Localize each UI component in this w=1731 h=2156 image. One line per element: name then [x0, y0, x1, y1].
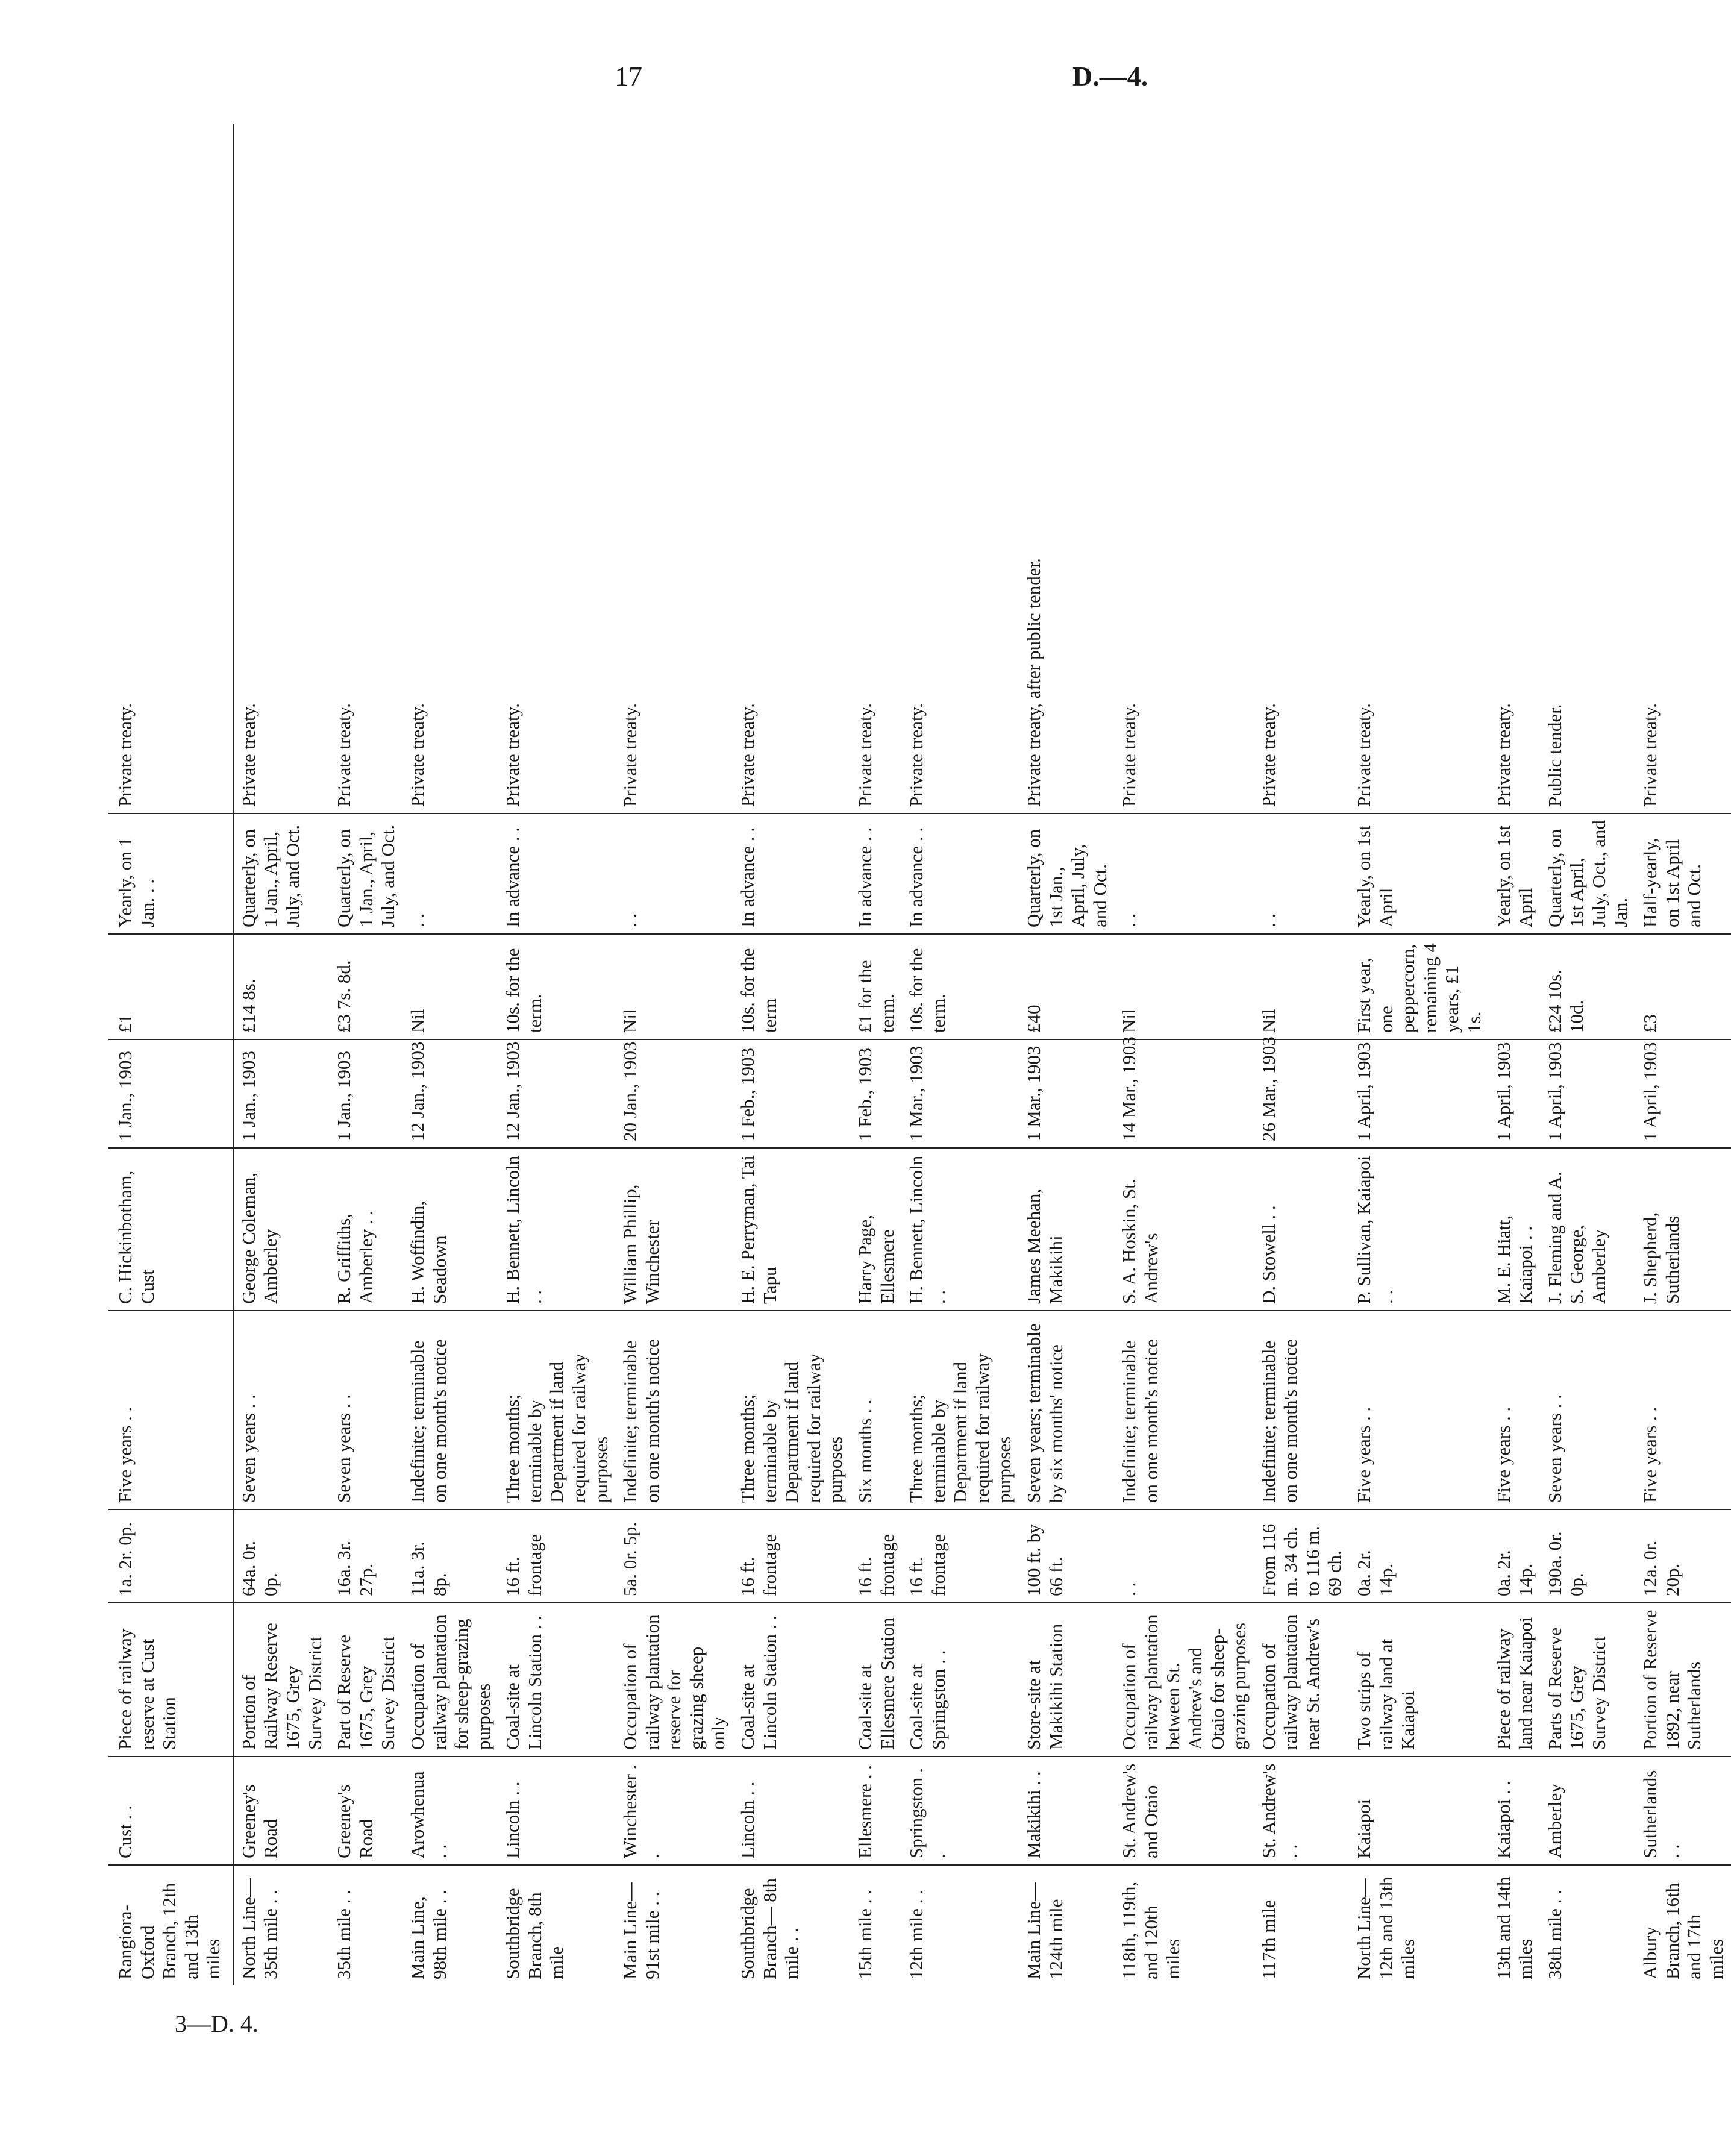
station-cell: Lincoln . . [733, 1756, 851, 1865]
area-cell: 190a. 0r. 0p. [1541, 1509, 1636, 1603]
disposal-cell: Private treaty. [902, 124, 1019, 813]
table-row [851, 124, 902, 1985]
disposal-cell: Private treaty. [616, 124, 733, 813]
station-cell: Arowhenua . . [403, 1756, 498, 1865]
payment-cell: Quarterly, on 1 Jan., April, July, and Oct. [234, 813, 330, 934]
rent-cell: First year, one peppercorn, remaining 4 years, £1 1s. [1350, 934, 1489, 1039]
disposal-cell: Private treaty. [1489, 124, 1541, 813]
disposal-cell: Private treaty. [1636, 124, 1731, 813]
date-cell: 1 Jan., 1903 [108, 1039, 234, 1148]
disposal-cell: Private treaty. [330, 124, 403, 813]
lessee-cell: H. Bennett, Lincoln . . [498, 1148, 616, 1311]
station-cell: Amberley [1541, 1756, 1636, 1865]
location-cell: Southbridge Branch— 8th mile . . [737, 1878, 803, 1979]
payment-cell: . . [403, 813, 498, 934]
term-cell: Indefinite; terminable on one month's notice [616, 1311, 733, 1509]
lessee-cell: James Meehan, Makikihi [1019, 1148, 1115, 1311]
description-cell: Occupation of railway plantation near St. Andrew's [1254, 1603, 1350, 1756]
location-cell: 118th, 119th, and 120th miles [1118, 1881, 1184, 1979]
rent-cell: £40 [1019, 934, 1115, 1039]
date-cell: 1 April, 1903 [1636, 1039, 1731, 1148]
term-cell: Indefinite; terminable on one month's notice [1254, 1311, 1350, 1509]
station-cell: Kaiapoi . . [1489, 1756, 1541, 1865]
date-cell: 1 April, 1903 [1489, 1039, 1541, 1148]
rent-cell: £3 7s. 8d. [330, 934, 403, 1039]
table-row [234, 124, 330, 1985]
table-row [1636, 124, 1731, 1985]
payment-cell: Quarterly, on 1 Jan., April, July, and Oct. [330, 813, 403, 934]
location-cell: 38th mile . . [1544, 1890, 1565, 1979]
location-cell: 12th mile . . [906, 1890, 927, 1979]
date-cell: 1 April, 1903 [1541, 1039, 1636, 1148]
lessee-cell: William Phillip, Winchester [616, 1148, 733, 1311]
area-cell: . . [1115, 1509, 1254, 1603]
table-row [1541, 124, 1636, 1985]
station-cell: Kaiapoi [1350, 1756, 1489, 1865]
payment-cell: Yearly, on 1 Jan. . . [108, 813, 234, 934]
date-cell: 1 Jan., 1903 [234, 1039, 330, 1148]
payment-cell: In advance . . [851, 813, 902, 934]
description-cell: Coal-site at Ellesmere Station [851, 1603, 902, 1756]
printer-signature: 3—D. 4. [175, 2010, 258, 2037]
rotated-lease-table [108, 124, 1727, 1985]
rent-cell: 10s. for the term [733, 934, 851, 1039]
area-cell: From 116 m. 34 ch. to 116 m. 69 ch. [1254, 1509, 1350, 1603]
term-cell: Indefinite; terminable on one month's notice [1115, 1311, 1254, 1509]
description-cell: Occupation of railway plantation for sheep-grazing purposes [403, 1603, 498, 1756]
rent-cell: Nil [403, 934, 498, 1039]
table-row [403, 124, 498, 1985]
date-cell: 1 April, 1903 [1350, 1039, 1489, 1148]
station-cell: Greeney's Road [234, 1756, 330, 1865]
location-cell: 15th mile . . [854, 1890, 875, 1979]
payment-cell: Half-yearly, on 1st April and Oct. [1636, 813, 1731, 934]
location-cell: 13th and 14th miles [1492, 1876, 1536, 1979]
lessee-cell: Harry Page, Ellesmere [851, 1148, 902, 1311]
station-cell: Springston . . [902, 1756, 1019, 1865]
disposal-cell: Private treaty. [234, 124, 330, 813]
rent-cell: £3 [1636, 934, 1731, 1039]
term-cell: Indefinite; terminable on one month's notice [403, 1311, 498, 1509]
disposal-cell: Private treaty. [1115, 124, 1254, 813]
station-cell: Lincoln . . [498, 1756, 616, 1865]
table-row [616, 124, 733, 1985]
station-cell: Greeney's Road [330, 1756, 403, 1865]
table-row [1254, 124, 1350, 1985]
payment-cell: . . [616, 813, 733, 934]
payment-cell: Quarterly, on 1st April, July, Oct., and Jan. [1541, 813, 1636, 934]
rent-cell: £24 10s. 10d. [1541, 934, 1636, 1039]
document-reference: D.—4. [1072, 61, 1148, 92]
disposal-cell: Private treaty, after public tender. [1019, 124, 1115, 813]
lessee-cell: J. Fleming and A. S. George, Amberley [1541, 1148, 1636, 1311]
payment-cell: In advance . . [498, 813, 616, 934]
station-cell: St. Andrew's and Otaio [1115, 1756, 1254, 1865]
table-row [330, 124, 403, 1985]
area-cell: 12a. 0r. 20p. [1636, 1509, 1731, 1603]
table-row [1489, 124, 1541, 1985]
table-row [902, 124, 1019, 1985]
rent-cell [1489, 934, 1541, 1039]
description-cell: Occupation of railway plantation between St. Andrew's and Otaio for sheep-grazing purposes [1115, 1603, 1254, 1756]
location-cell: Southbridge Branch, 8th mile [502, 1888, 568, 1979]
term-cell: Five years . . [1350, 1311, 1489, 1509]
location-cell: Main Line— 91st mile . . [619, 1882, 663, 1979]
payment-cell: Yearly, on 1st April [1489, 813, 1541, 934]
rent-cell: £14 8s. [234, 934, 330, 1039]
rent-cell: 10s. for the term. [902, 934, 1019, 1039]
table-row [733, 124, 851, 1985]
term-cell: Seven years; terminable by six months' notice [1019, 1311, 1115, 1509]
page-number: 17 [615, 61, 642, 92]
date-cell: 1 Feb., 1903 [851, 1039, 902, 1148]
lessee-cell: R. Griffiths, Amberley . . [330, 1148, 403, 1311]
term-cell: Seven years . . [234, 1311, 330, 1509]
date-cell: 14 Mar., 1903 [1115, 1039, 1254, 1148]
table-row [498, 124, 616, 1985]
area-cell: 16 ft. frontage [498, 1509, 616, 1603]
description-cell: Piece of railway reserve at Cust Station [108, 1603, 234, 1756]
station-cell: St. Andrew's . . [1254, 1756, 1350, 1865]
description-cell: Occupation of railway plantation reserve for grazing sheep only [616, 1603, 733, 1756]
payment-cell: Yearly, on 1st April [1350, 813, 1489, 934]
term-cell: Five years . . [108, 1311, 234, 1509]
area-cell: 1a. 2r. 0p. [108, 1509, 234, 1603]
disposal-cell: Private treaty. [851, 124, 902, 813]
area-cell: 100 ft. by 66 ft. [1019, 1509, 1115, 1603]
lessee-cell: George Coleman, Amberley [234, 1148, 330, 1311]
location-cell: North Line— 35th mile . . [237, 1878, 281, 1979]
location-cell: Main Line— 124th mile [1022, 1882, 1066, 1979]
description-cell: Store-site at Makikihi Station [1019, 1603, 1115, 1756]
disposal-cell: Private treaty. [498, 124, 616, 813]
term-cell: Seven years . . [330, 1311, 403, 1509]
disposal-cell: Private treaty. [733, 124, 851, 813]
date-cell: 12 Jan., 1903 [403, 1039, 498, 1148]
lessee-cell: C. Hickinbotham, Cust [108, 1148, 234, 1311]
rent-cell: Nil [616, 934, 733, 1039]
lessee-cell: M. E. Hiatt, Kaiapoi . . [1489, 1148, 1541, 1311]
station-cell: Winchester . . [616, 1756, 733, 1865]
location-cell: Albury Branch, 16th and 17th miles [1639, 1882, 1727, 1979]
description-cell: Coal-site at Lincoln Station . . [733, 1603, 851, 1756]
term-cell: Five years . . [1636, 1311, 1731, 1509]
location-cell: Main Line, 98th mile . . [406, 1890, 450, 1979]
area-cell: 0a. 2r. 14p. [1489, 1509, 1541, 1603]
date-cell: 20 Jan., 1903 [616, 1039, 733, 1148]
lessee-cell: H. Bennett, Lincoln . . [902, 1148, 1019, 1311]
area-cell: 0a. 2r. 14p. [1350, 1509, 1489, 1603]
description-cell: Portion of Railway Reserve 1675, Grey Survey District [234, 1603, 330, 1756]
date-cell: 1 Mar., 1903 [1019, 1039, 1115, 1148]
lessee-cell: P. Sullivan, Kaiapoi . . [1350, 1148, 1489, 1311]
term-cell: Three months; terminable by Department if land required for railway purposes [733, 1311, 851, 1509]
description-cell: Parts of Reserve 1675, Grey Survey District [1541, 1603, 1636, 1756]
payment-cell: In advance . . [902, 813, 1019, 934]
payment-cell: . . [1115, 813, 1254, 934]
lease-table [108, 124, 1731, 1985]
station-cell: Sutherlands . . [1636, 1756, 1731, 1865]
date-cell: 12 Jan., 1903 [498, 1039, 616, 1148]
rent-cell: £1 [108, 934, 234, 1039]
disposal-cell: Public tender. [1541, 124, 1636, 813]
table-row [1115, 124, 1254, 1985]
area-cell: 5a. 0r. 5p. [616, 1509, 733, 1603]
payment-cell: In advance . . [733, 813, 851, 934]
area-cell: 16 ft. frontage [733, 1509, 851, 1603]
description-cell: Coal-site at Springston . . [902, 1603, 1019, 1756]
term-cell: Five years . . [1489, 1311, 1541, 1509]
location-cell: Rangiora-Oxford Branch, 12th and 13th miles [108, 1865, 234, 1985]
lessee-cell: J. Shepherd, Sutherlands [1636, 1148, 1731, 1311]
description-cell: Piece of railway land near Kaiapoi [1489, 1603, 1541, 1756]
area-cell: 11a. 3r. 8p. [403, 1509, 498, 1603]
rent-cell: Nil [1254, 934, 1350, 1039]
location-cell: 35th mile . . [333, 1890, 355, 1979]
disposal-cell: Private treaty. [403, 124, 498, 813]
lessee-cell: D. Stowell . . [1254, 1148, 1350, 1311]
table-row [1350, 124, 1489, 1985]
location-cell: 117th mile [1257, 1899, 1279, 1979]
lessee-cell: H. E. Perryman, Tai Tapu [733, 1148, 851, 1311]
term-cell: Six months . . [851, 1311, 902, 1509]
lessee-cell: S. A. Hoskin, St. Andrew's [1115, 1148, 1254, 1311]
table-row [108, 124, 234, 1985]
term-cell: Three months; terminable by Department if land required for railway purposes [498, 1311, 616, 1509]
disposal-cell: Private treaty. [108, 124, 234, 813]
station-cell: Makikihi . . [1019, 1756, 1115, 1865]
term-cell: Three months; terminable by Department if land required for railway purposes [902, 1311, 1019, 1509]
date-cell: 1 Jan., 1903 [330, 1039, 403, 1148]
area-cell: 16 ft. frontage [851, 1509, 902, 1603]
disposal-cell: Private treaty. [1350, 124, 1489, 813]
station-cell: Ellesmere . . [851, 1756, 902, 1865]
disposal-cell: Private treaty. [1254, 124, 1350, 813]
station-cell: Cust . . [108, 1756, 234, 1865]
description-cell: Portion of Reserve 1892, near Sutherlands [1636, 1603, 1731, 1756]
rent-cell: 10s. for the term. [498, 934, 616, 1039]
description-cell: Coal-site at Lincoln Station . . [498, 1603, 616, 1756]
area-cell: 16a. 3r. 27p. [330, 1509, 403, 1603]
date-cell: 1 Mar., 1903 [902, 1039, 1019, 1148]
table-row [1019, 124, 1115, 1985]
payment-cell: . . [1254, 813, 1350, 934]
area-cell: 16 ft. frontage [902, 1509, 1019, 1603]
date-cell: 1 Feb., 1903 [733, 1039, 851, 1148]
description-cell: Two strips of railway land at Kaiapoi [1350, 1603, 1489, 1756]
description-cell: Part of Reserve 1675, Grey Survey District [330, 1603, 403, 1756]
payment-cell: Quarterly, on 1st Jan., April, July, and Oct. [1019, 813, 1115, 934]
rent-cell: £1 for the term. [851, 934, 902, 1039]
lessee-cell: H. Woffindin, Seadown [403, 1148, 498, 1311]
area-cell: 64a. 0r. 0p. [234, 1509, 330, 1603]
rent-cell: Nil [1115, 934, 1254, 1039]
term-cell: Seven years . . [1541, 1311, 1636, 1509]
date-cell: 26 Mar., 1903 [1254, 1039, 1350, 1148]
location-cell: North Line— 12th and 13th miles [1353, 1876, 1419, 1979]
